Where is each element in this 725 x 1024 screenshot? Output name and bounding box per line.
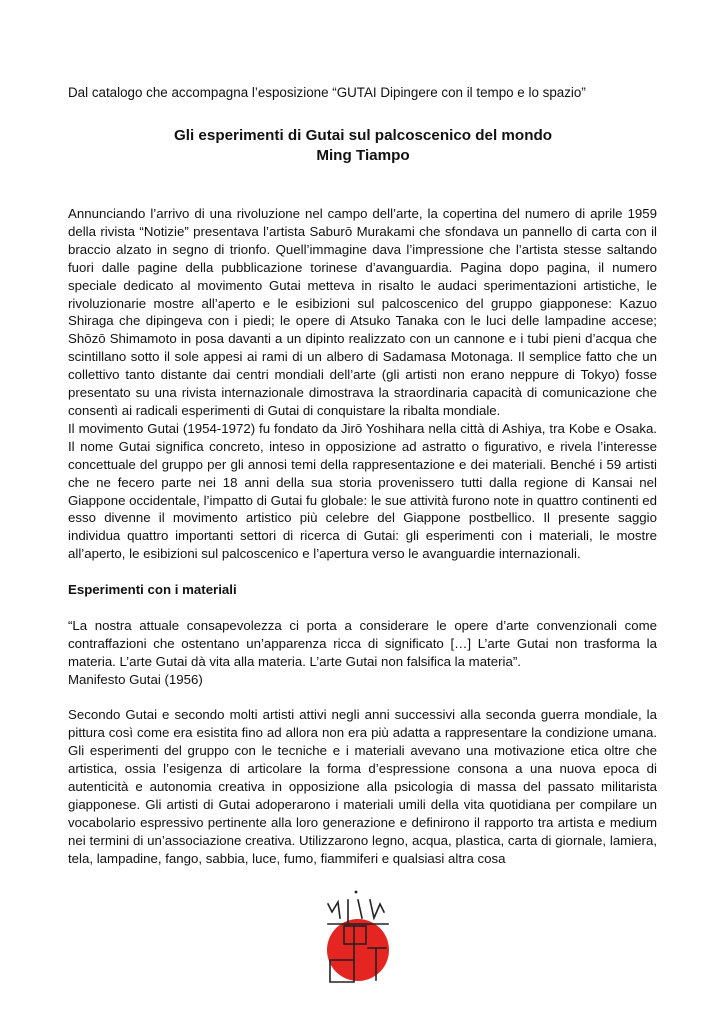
paragraph-1: Annunciando l’arrivo di una rivoluzione nel campo dell’arte, la copertina del numero di aprile 1959 della rivista “Notizie” presentava l’artista Saburō Murakami che sfondava un pannello di carta con il braccio alzato in segno di trionfo. Quell’immagine dava l’impressione che l’artista stesse saltando fuori dalle pagine della pubblicazione torinese d’avanguardia. Pagina dopo pagina, il numero speciale dedicato al movimento Gutai metteva in risalto le audaci sperimentazioni artistiche, le rivoluzionarie mostre all’aperto e le esibizioni sul palcoscenico del gruppo giapponese: Kazuo Shiraga che dipingeva con i piedi; le opere di Atsuko Tanaka con le luci delle lampadine accese; Shōzō Shimamoto in posa davanti a un dipinto realizzato con un cannone e i tubi pieni d’acqua che scintillano sotto il sole appesi ai rami di un albero di Sadamasa Motonaga. Il semplice fatto che un collettivo tanto distante dai centri mondiali dell’arte (gli artisti non erano neppure di Tokyo) fosse presentato su una rivista internazionale dimostrava la straordinaria capacità di comunicazione che consentì ai radicali esperimenti di Gutai di conquistare la ribalta mondiale. [68,206,657,418]
logo-red-sun [327,919,389,981]
paragraph-2: Il movimento Gutai (1954-1972) fu fondato da Jirō Yoshihara nella città di Ashiya, tra Kobe e Osaka. Il nome Gutai significa concreto, inteso in opposizione ad astratto o figurativo, e rivela l’interesse concettuale del gruppo per gli annosi temi della rappresentazione e dei materiali. Benché i 59 artisti che ne fecero parte nei 18 anni della sua storia provenissero tutti dalla regione di Kansai nel Giappone occidentale, l’impatto di Gutai fu globale: le sue attività furono note in quattro continenti ed esso divenne il movimento artistico più celebre del Giappone postbellico. Il presente saggio individua quattro importanti settori di ricerca di Gutai: gli esperimenti con i materiali, le mostre all’aperto, le esibizioni sul palcoscenico e l’apertura verso le avanguardie internazionali. [68,420,657,562]
catalog-intro: Dal catalogo che accompagna l’esposizione “GUTAI Dipingere con il tempo e lo spazio” [68,85,586,100]
article-title: Gli esperimenti di Gutai sul palcoscenico del mondo [173,127,553,144]
article-title-block [68,126,658,166]
section-heading: Esperimenti con i materiali [68,582,237,598]
gutai-logo-icon [318,888,394,988]
quote-source: Manifesto Gutai (1956) [68,671,203,687]
paragraph-3: Secondo Gutai e secondo molti artisti attivi negli anni successivi alla seconda guerra mondiale, la pittura così come era esistita fino ad allora non era più adatta a rappresentare la condizione umana. Gli esperimenti del gruppo con le tecniche e i materiali avevano una motivazione etica oltre che artistica, ossia l’esigenza di articolare la forma d’espressione consona a una nuova epoca di autenticità e autonomia creativa in opposizione alla psicologia di massa del passato militarista giapponese. Gli artisti di Gutai adoperarono i materiali umili della vita quotidiana per compilare un vocabolario espressivo pertinente alla loro generazione e definirono il rapporto tra artista e medium nei termini di un’associazione creativa. Utilizzarono legno, acqua, plastica, carta di giornale, lamiera, tela, lampadine, fango, sabbia, luce, fumo, fiammiferi e qualsiasi altra cosa [68,707,657,866]
manifesto-quote: “La nostra attuale consapevolezza ci porta a considerare le opere d’arte convenzionali come contraffazioni che ostentano un’apparenza ricca di significato […] L’arte Gutai non trasforma la materia. L’arte Gutai dà vita alla materia. L’arte Gutai non falsifica la materia”. [68,617,657,669]
article-body [68,205,657,867]
article-author: Ming Tiampo [316,147,410,164]
